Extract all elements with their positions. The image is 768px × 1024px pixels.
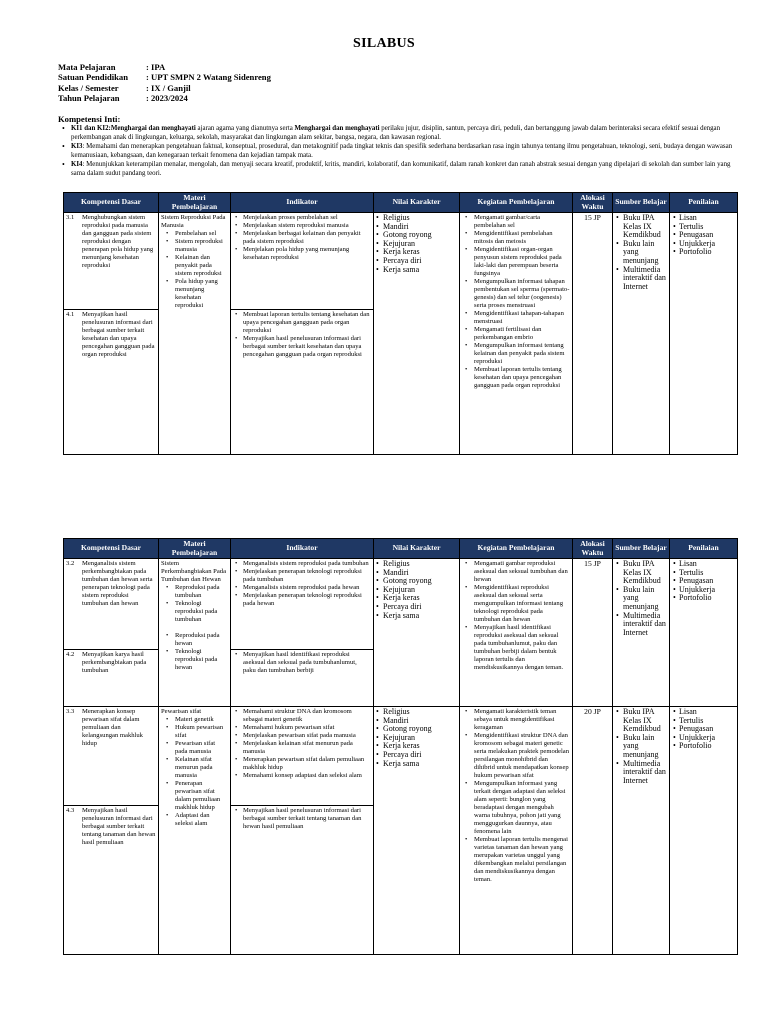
core-competency-heading: Kompetensi Inti: [58,114,121,124]
materi-cell [159,707,231,955]
list-item: • Menjelaskan pewarisan sifat pada manusia [243,732,371,740]
penilaian-cell [670,707,738,955]
list-item: • Reproduksi pada tumbuhan [175,584,228,600]
list-item: • Unjukkerja [679,240,735,249]
list-item: • Kerja sama [382,266,457,275]
list-item: • Multimedia interaktif dan Internet [623,612,667,638]
nilai-list [376,214,457,274]
list-item: • Percaya diri [382,257,457,266]
page-title: SILABUS [352,36,416,51]
table-row [64,559,738,650]
penilaian-list [672,560,735,603]
list-item: • Buku lain yang menunjang [623,586,667,612]
indikator-list [233,311,371,359]
sumber-cell [613,559,670,707]
list-item: • Kerja keras [382,742,457,751]
meta-value: : 2023/2024 [146,93,188,104]
indikator-cell [231,559,374,650]
kegiatan-cell [460,213,573,455]
kegiatan-cell [460,559,573,707]
list-item: • Gotong royong [382,577,457,586]
kd-number: 3.2 [66,560,75,567]
syllabus-table-2 [63,538,738,955]
list-item: • Religius [382,560,457,569]
ki-bold: KI4 [71,161,83,168]
list-item: • Tertulis [679,717,735,726]
list-item: • Kerja sama [382,760,457,769]
meta-key: Tahun Pelajaran [58,93,120,104]
kd-text: Menganalisis sistem perkembangbiakan pada tumbuhan dan hewan serta penerapan teknologi pada sistem reproduksi tumbuhan dan hewan [82,560,153,607]
list-item: • Menjelaskan penerapan teknologi reproduksi pada tumbuhan [243,568,371,584]
list-item: • Teknologi reproduksi pada tumbuhan [175,600,228,624]
materi-list [161,716,228,828]
kegiatan-cell [460,707,573,955]
nilai-cell [374,707,460,955]
header-penilaian: Penilaian [670,193,738,213]
meta-value: : UPT SMPN 2 Watang Sidenreng [146,72,271,83]
list-item: • Tertulis [679,569,735,578]
kd-cell [64,213,159,310]
header-nilai: Nilai Karakter [374,193,460,213]
kd-text: Menerapkan konsep pewarisan sifat dalam pemuliaan dan kelangsungan makhluk hidup [82,708,143,747]
header-materi: Materi Pembelajaran [159,539,231,559]
list-item: • Materi genetik [175,716,228,724]
list-item: • Buku IPA Kelas IX Kemdikbud [623,214,667,240]
nilai-cell [374,213,460,455]
list-item: • Menganalisis sistem reproduksi pada tumbuhan [243,560,371,568]
ki-bold: Menghargai dan menghayati [294,125,380,132]
materi-list [161,584,228,624]
ki-text: ajaran agama yang dianutnya serta [195,125,295,132]
list-item: • Penugasan [679,725,735,734]
alokasi-cell: 15 JP [573,213,613,455]
indikator-list [233,708,371,780]
penilaian-cell [670,213,738,455]
indikator-list [233,560,371,608]
meta-row-school [58,72,271,82]
list-item: • Mengidentifikasi pembelahan mitosis dan meiosis [474,230,570,246]
list-item: • Adaptasi dan seleksi alam [175,812,228,828]
kd-number: 3.1 [66,214,75,221]
header-sumber: Sumber Belajar [613,539,670,559]
table-row [64,213,738,310]
core-competency-item [62,142,738,160]
header-alokasi: Alokasi Waktu [573,193,613,213]
list-item: • Menyajikan hasil identifikasi reproduksi aseksual dan seksual pada tumbuhanlumut, paku dan tumbuhan berbiji [243,651,371,675]
list-item: • Menjelaskan sistem reproduksi manusia [243,222,371,230]
list-item: • Menjelaskan kelainan sifat menurun pada manusia [243,740,371,756]
header-materi: Materi Pembelajaran [159,193,231,213]
list-item: • Percaya diri [382,751,457,760]
nilai-list [376,708,457,768]
list-item: • Kejujuran [382,586,457,595]
indikator-cell [231,806,374,955]
list-item: • Menjelaskan proses pembelahan sel [243,214,371,222]
meta-row-year [58,93,271,103]
list-item: • Buku IPA Kelas IX Kemdikbud [623,560,667,586]
list-item: • Mengamati gambar reproduksi aseksual dan seksual tumbuhan dan hewan [474,560,570,584]
list-item: • Penerapan pewarisan sifat dalam pemuliaan makhluk hidup [175,780,228,812]
header-kegiatan: Kegiatan Pembelajaran [460,539,573,559]
kd-cell [64,806,159,955]
list-item: • Kejujuran [382,240,457,249]
kegiatan-list [462,214,570,390]
list-item: • Kejujuran [382,734,457,743]
ki-bold: KI1 dan KI2:Menghargai dan menghayati [71,125,196,132]
identity-block [58,62,271,104]
ki-text: : Memahami dan menerapkan pengetahuan faktual, konseptual, prosedural, dan metakognitif pada tingkat teknis dan spesifik sederhana berdasarkan rasa ingin tahunya tentang ilmu pengetahuan, teknologi, seni, budaya dengan wawasan kemanusiaan, kebangsaan, dan kenegaraan terkait fenomena dan kejadian tampak mata. [71,143,733,159]
indikator-cell [231,213,374,310]
list-item: • Membuat laporan tertulis mengenai varietas tanaman dan hewan yang merupakan varietas unggul yang dikembangkan melalui persilangan dan mendiskusikannya dengan teman. [474,836,570,884]
indikator-list [233,807,371,831]
ki-text: : Menunjukkan keterampilan menalar, mengolah, dan menyaji secara kreatif, produktif, kritis, mandiri, kolaboratif, dan komunikatif, dalam ranah konkret dan ranah abstrak sesuai dengan yang dipelajari di sekolah dan sumber lain yang sama dalam sudut pandang teori. [71,161,731,177]
kegiatan-list [462,560,570,672]
sumber-list [615,560,667,637]
list-item: • Religius [382,214,457,223]
penilaian-cell [670,559,738,707]
list-item: • Penugasan [679,231,735,240]
list-item: • Menjelaskan penerapan teknologi reproduksi pada hewan [243,592,371,608]
list-item: • Menyajikan hasil penelusuran informasi dari berbagai sumber terkait tentang tanaman dan hewan hasil pemuliaan [243,807,371,831]
meta-key: Kelas / Semester [58,82,119,93]
list-item: • Pola hidup yang menunjang kesehatan reproduksi [175,278,228,310]
list-item: • Kerja sama [382,612,457,621]
alokasi-cell: 20 JP [573,707,613,955]
core-competency-item [62,124,738,142]
kd-number: 4.1 [66,311,75,318]
header-penilaian: Penilaian [670,539,738,559]
list-item: • Mengumpulkan informasi tahapan pembentukan sel sperma (spermato-genesis) dan sel telur (oogenesis) serta proses menstruasi [474,278,570,310]
list-item: • Menerapkan pewarisan sifat dalam pemuliaan makhluk hidup [243,756,371,772]
list-item: • Mandiri [382,569,457,578]
list-item: • Unjukkerja [679,586,735,595]
list-item: • Membuat laporan tertulis tentang kesehatan dan upaya pencegahan gangguan pada organ reproduksi [474,366,570,390]
list-item: • Teknologi reproduksi pada hewan [175,648,228,672]
list-item: • Kerja keras [382,594,457,603]
table-row [64,707,738,806]
materi-title: Sistem Perkembangbiakan Pada Tumbuhan dan Hewan [161,560,227,583]
list-item: • Menyajikan hasil identifikasi reproduksi aseksual dan seksual pada tumbuhanlumut, paku dan tumbuhan berbiji dalam bentuk laporan tertulis dan mendiskusikannya dengan teman. [474,624,570,672]
meta-value: : IX / Ganjil [146,82,191,93]
list-item: • Pembelahan sel [175,230,228,238]
list-item: • Tertulis [679,223,735,232]
meta-row-subject [58,62,271,72]
list-item: • Menjelaskan berbagai kelainan dan penyakit pada sistem reproduksi [243,230,371,246]
list-item: • Kelainan dan penyakit pada sistem reproduksi [175,254,228,278]
materi-title: Pewarisan sifat [161,708,202,715]
header-alokasi: Alokasi Waktu [573,539,613,559]
ki-bold: KI3 [71,143,83,150]
list-item: • Mengamati gambar/carta pembelahan sel [474,214,570,230]
meta-row-class [58,83,271,93]
indikator-cell [231,650,374,707]
indikator-cell [231,707,374,806]
list-item: • Kelainan sifat menurun pada manusia [175,756,228,780]
sumber-cell [613,707,670,955]
list-item: • Mengumpulkan informasi yang terkait dengan adaptasi dan seleksi alam seperti: bunglon yang beradaptasi dengan mengubah warna tubuhnya, pohon jati yang menggugurkan daunnya, atau fenomena lain [474,780,570,836]
kd-number: 4.3 [66,807,75,814]
kd-cell [64,559,159,650]
list-item: • Menganalisis sistem reproduksi pada hewan [243,584,371,592]
meta-value: : IPA [146,62,166,72]
list-item: • Mengidentifikasi tahapan-tahapan menstruasi [474,310,570,326]
list-item: • Pewarisan sifat pada manusia [175,740,228,756]
list-item: • Mengumpulkan informasi tentang kelainan dan penyakit pada sistem reproduksi [474,342,570,366]
list-item: • Mengamati karakteristik teman sebaya untuk mengidentifikasi keragaman [474,708,570,732]
kd-number: 3.3 [66,708,75,715]
list-item: • Buku IPA Kelas IX Kemdikbud [623,708,667,734]
sumber-list [615,214,667,291]
header-kegiatan: Kegiatan Pembelajaran [460,193,573,213]
list-item: • Sistem reproduksi manusia [175,238,228,254]
list-item: • Kerja keras [382,248,457,257]
sumber-cell [613,213,670,455]
list-item: • Multimedia interaktif dan Internet [623,266,667,292]
indikator-list [233,651,371,675]
list-item: • Gotong royong [382,725,457,734]
list-item: • Buku lain yang menunjang [623,734,667,760]
kd-cell [64,310,159,455]
kd-text: Menyajikan hasil penelusuran informasi dari berbagai sumber terkait tentang tanaman dan hewan hasil pemuliaan [82,807,156,846]
materi-list [161,230,228,310]
ki-text: perilaku jujur, disiplin, santun, percaya diri, peduli, dan bertanggung jawab dalam berinteraksi secara efektif sesuai dengan perkembangan anak di lingkungan, keluarga, sekolah, masyarakat dan lingkungan alam sekitar, bangsa, negara, dan kawasan regional. [71,125,721,141]
list-item: • Buku lain yang menunjang [623,240,667,266]
kd-cell [64,650,159,707]
indikator-cell [231,310,374,455]
kd-text: Menghubungkan sistem reproduksi pada manusia dan gangguan pada sistem reproduksi dengan penerapan pola hidup yang menunjang kesehatan reproduksi [82,214,154,269]
sumber-list [615,708,667,785]
list-item: • Memahami struktur DNA dan kromosom sebagai materi genetik [243,708,371,724]
kd-number: 4.2 [66,651,75,658]
header-sumber: Sumber Belajar [613,193,670,213]
nilai-cell [374,559,460,707]
penilaian-list [672,214,735,257]
nilai-list [376,560,457,620]
list-item: • Hukum pewarisan sifat [175,724,228,740]
list-item: • Religius [382,708,457,717]
list-item: • Membuat laporan tertulis tentang kesehatan dan upaya pencegahan gangguan pada organ reproduksi [243,311,371,335]
list-item: • Menyajikan hasil penelusuran informasi dari berbagai sumber terkait kesehatan dan upaya pencegahan gangguan pada organ reproduksi [243,335,371,359]
header-kd: Kompetensi Dasar [64,539,159,559]
kd-cell [64,707,159,806]
core-competency-item [62,160,738,178]
list-item: • Lisan [679,560,735,569]
meta-key: Mata Pelajaran [58,62,116,72]
meta-key: Satuan Pendidikan [58,72,128,83]
materi-title: Sistem Reproduksi Pada Manusia [161,214,226,229]
core-competency-list [62,124,738,178]
syllabus-table-1 [63,192,738,455]
list-item: • Portofolio [679,594,735,603]
table-header-row [64,539,738,559]
list-item: • Portofolio [679,248,735,257]
list-item: • Mengidentifikasi struktur DNA dan kromosom sebagai materi genetic serta melakukan praktek pemodelan persilangan monohibrid dan dihibrid untuk mendapatkan konsep hukum pewarisan sifat [474,732,570,780]
indikator-list [233,214,371,262]
table-header-row [64,193,738,213]
list-item: • Multimedia interaktif dan Internet [623,760,667,786]
header-indikator: Indikator [231,193,374,213]
list-item: • Menjelakan pola hidup yang menunjang kesehatan reproduksi [243,246,371,262]
list-item: • Mengamati fertilisasi dan perkembangan embrio [474,326,570,342]
list-item: • Gotong royong [382,231,457,240]
list-item: • Mengidentifikasi organ-organ penyusun sistem reproduksi pada laki-laki dan perempuan beserta fungsinya [474,246,570,278]
materi-list [161,632,228,672]
list-item: • Unjukkerja [679,734,735,743]
kd-text: Menyajikan hasil penelusuran informasi dari berbagai sumber terkait kesehatan dan upaya pencegahan gangguan pada organ reproduksi [82,311,155,358]
list-item: • Mandiri [382,717,457,726]
header-indikator: Indikator [231,539,374,559]
materi-cell [159,559,231,707]
materi-cell [159,213,231,455]
header-kd: Kompetensi Dasar [64,193,159,213]
list-item: • Memahami hukum pewarisan sifat [243,724,371,732]
kegiatan-list [462,708,570,884]
list-item: • Lisan [679,214,735,223]
alokasi-cell: 15 JP [573,559,613,707]
list-item: • Lisan [679,708,735,717]
list-item: • Penugasan [679,577,735,586]
header-nilai: Nilai Karakter [374,539,460,559]
list-item: • Mandiri [382,223,457,232]
list-item: • Percaya diri [382,603,457,612]
list-item: • Portofolio [679,742,735,751]
kd-text: Menyajikan karya hasil perkembangbiakan pada tumbuhan [82,651,147,674]
list-item: • Mengidentifikasi reproduksi aseksual dan seksual serta mengumpulkan informasi tentang teknologi reproduksi pada tumbuhan dan hewan [474,584,570,624]
penilaian-list [672,708,735,751]
list-item: • Memahami konsep adaptasi dan seleksi alam [243,772,371,780]
list-item: • Reproduksi pada hewan [175,632,228,648]
